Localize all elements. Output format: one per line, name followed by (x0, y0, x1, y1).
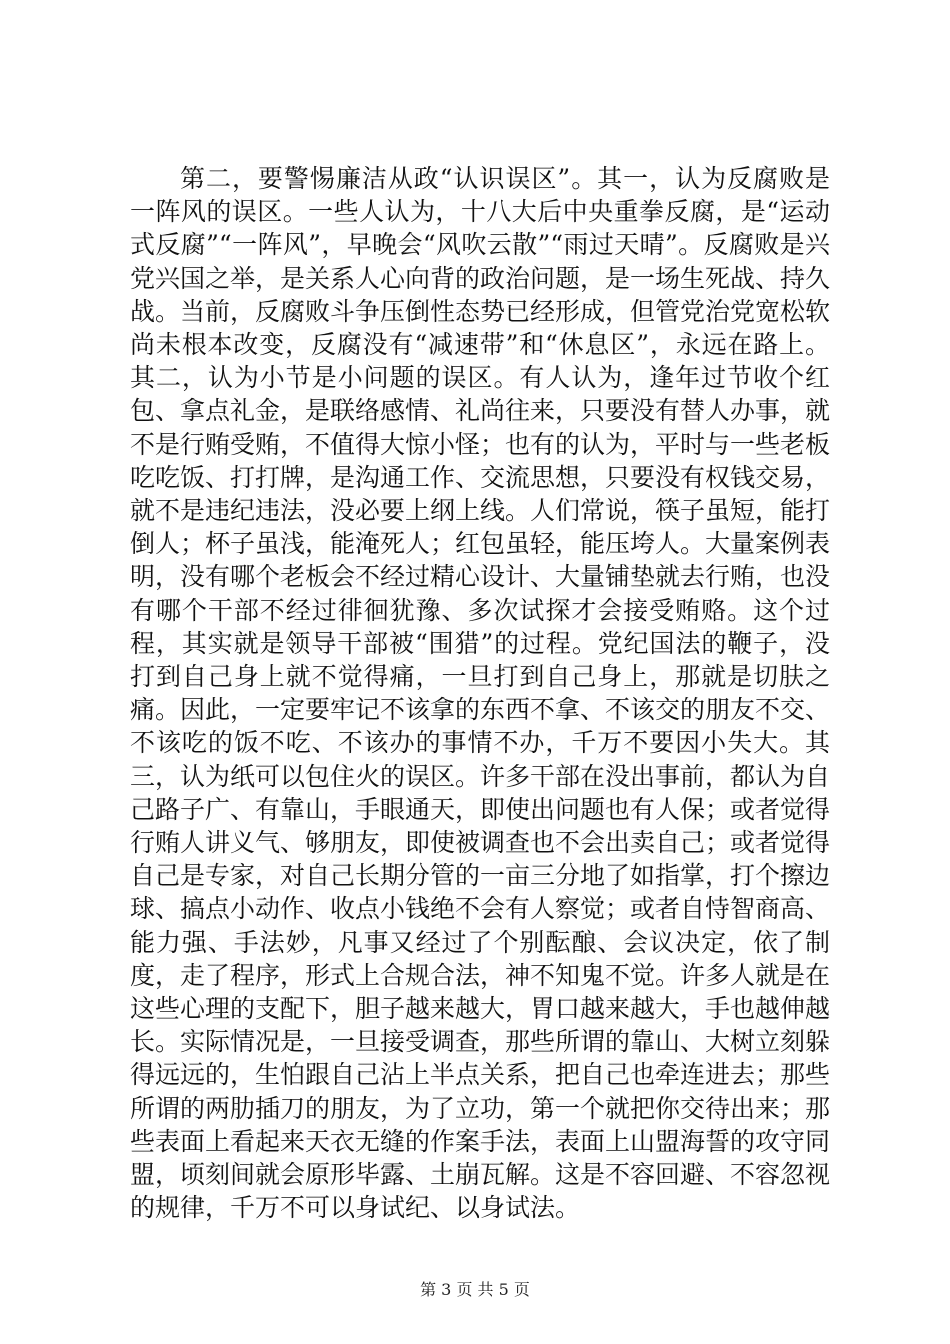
page-number-footer: 第 3 页 共 5 页 (420, 1280, 530, 1299)
body-paragraph: 第二，要警惕廉洁从政“认识误区”。其一，认为反腐败是一阵风的误区。一些人认为，十八大后中央重拳反腐，是“运动式反腐”“一阵风”，早晚会“风吹云散”“雨过天晴”。反腐败是兴党兴国之举，是关系人心向背的政治问题，是一场生死战、持久战。当前，反腐败斗争压倒性态势已经形成，但管党治党宽松软尚未根本改变，反腐没有“减速带”和“休息区”，永远在路上。其二，认为小节是小问题的误区。有人认为，逢年过节收个红包、拿点礼金，是联络感情、礼尚往来，只要没有替人办事，就不是行贿受贿，不值得大惊小怪；也有的认为，平时与一些老板吃吃饭、打打牌，是沟通工作、交流思想，只要没有权钱交易，就不是违纪违法，没必要上纲上线。人们常说，筷子虽短，能打倒人；杯子虽浅，能淹死人；红包虽轻，能压垮人。大量案例表明，没有哪个老板会不经过精心设计、大量铺垫就去行贿，也没有哪个干部不经过徘徊犹豫、多次试探才会接受贿赂。这个过程，其实就是领导干部被“围猎”的过程。党纪国法的鞭子，没打到自己身上就不觉得痛，一旦打到自己身上，那就是切肤之痛。因此，一定要牢记不该拿的东西不拿、不该交的朋友不交、不该吃的饭不吃、不该办的事情不办，千万不要因小失大。其三，认为纸可以包住火的误区。许多干部在没出事前，都认为自己路子广、有靠山，手眼通天，即使出问题也有人保；或者觉得行贿人讲义气、够朋友，即使被调查也不会出卖自己；或者觉得自己是专家，对自己长期分管的一亩三分地了如指掌，打个擦边球、搞点小动作、收点小钱绝不会有人察觉；或者自恃智商高、能力强、手法妙，凡事又经过了个别酝酿、会议决定，依了制度，走了程序，形式上合规合法，神不知鬼不觉。许多人就是在这些心理的支配下，胆子越来越大，胃口越来越大，手也越伸越长。实际情况是，一旦接受调查，那些所谓的靠山、大树立刻躲得远远的，生怕跟自己沾上半点关系，把自己也牵连进去；那些所谓的两肋插刀的朋友，为了立功，第一个就把你交待出来；那些表面上看起来天衣无缝的作案手法，表面上山盟海誓的攻守同盟，顷刻间就会原形毕露、土崩瓦解。这是不容回避、不容忽视的规律，千万不可以身试纪、以身试法。 (130, 164, 831, 1223)
